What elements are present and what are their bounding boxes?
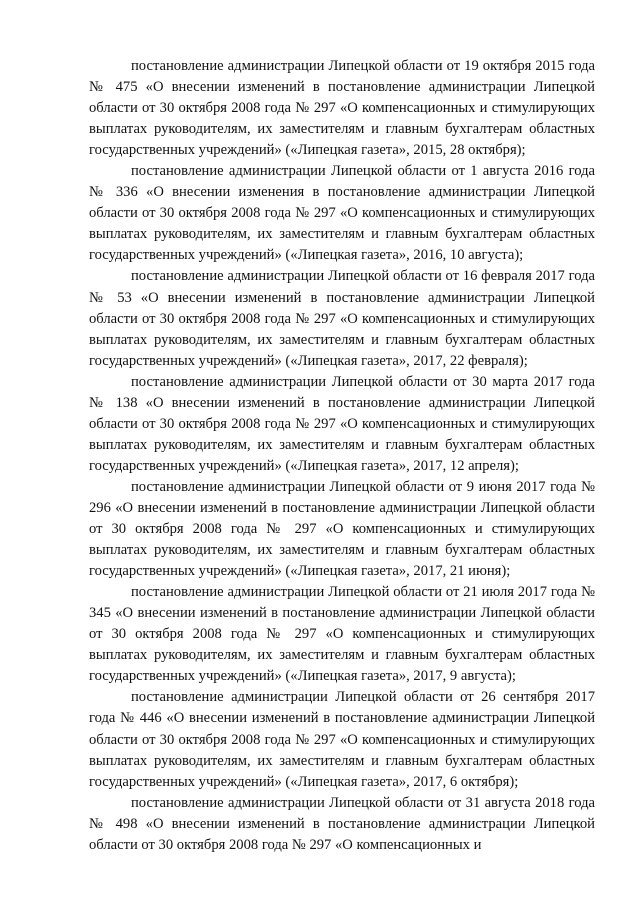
paragraph-resolution-2018-498: постановление администрации Липецкой области от 31 августа 2018 года № 498 «О внесении изменений в постановление администрации Липецкой области от 30 октября 2008 года № 297 «О компенсационных и (89, 794, 595, 853)
paragraph-resolution-2017-53: постановление администрации Липецкой области от 16 февраля 2017 года № 53 «О внесении изменений в постановление администрации Липецкой области от 30 октября 2008 года № 297 «О компенсационных и стимулирующих выплатах руководителям, их заместителям и главным бухгалтерам областных государственных учреждений» («Липецкая газета», 2017, 22 февраля); (89, 268, 595, 369)
paragraph-resolution-2015-475: постановление администрации Липецкой области от 19 октября 2015 года № 475 «О внесении изменений в постановление администрации Липецкой области от 30 октября 2008 года № 297 «О компенсационных и стимулирующих выплатах руководителям, их заместителям и главным бухгалтерам областных государственных учреждений» («Липецкая газета», 2015, 28 октября); (89, 58, 595, 159)
paragraph-resolution-2017-345: постановление администрации Липецкой области от 21 июля 2017 года № 345 «О внесении изменений в постановление администрации Липецкой области от 30 октября 2008 года № 297 «О компенсационных и стимулирующих выплатах руководителям, их заместителям и главным бухгалтерам областных государственных учреждений» («Липецкая газета», 2017, 9 августа); (89, 584, 595, 685)
paragraph-resolution-2017-446: постановление администрации Липецкой области от 26 сентября 2017 года № 446 «О внесении изменений в постановление администрации Липецкой области от 30 октября 2008 года № 297 «О компенсационных и стимулирующих выплатах руководителям, их заместителям и главным бухгалтерам областных государственных учреждений» («Липецкая газета», 2017, 6 октября); (89, 689, 595, 790)
paragraph-resolution-2016-336: постановление администрации Липецкой области от 1 августа 2016 года № 336 «О внесении изменения в постановление администрации Липецкой области от 30 октября 2008 года № 297 «О компенсационных и стимулирующих выплатах руководителям, их заместителям и главным бухгалтерам областных государственных учреждений» («Липецкая газета», 2016, 10 августа); (89, 163, 595, 264)
paragraph-resolution-2017-296: постановление администрации Липецкой области от 9 июня 2017 года № 296 «О внесении изменений в постановление администрации Липецкой области от 30 октября 2008 года № 297 «О компенсационных и стимулирующих выплатах руководителям, их заместителям и главным бухгалтерам областных государственных учреждений» («Липецкая газета», 2017, 21 июня); (89, 478, 595, 580)
document-page (89, 56, 595, 856)
paragraph-resolution-2017-138: постановление администрации Липецкой области от 30 марта 2017 года № 138 «О внесении изменений в постановление администрации Липецкой области от 30 октября 2008 года № 297 «О компенсационных и стимулирующих выплатах руководителям, их заместителям и главным бухгалтерам областных государственных учреждений» («Липецкая газета», 2017, 12 апреля); (89, 373, 595, 474)
